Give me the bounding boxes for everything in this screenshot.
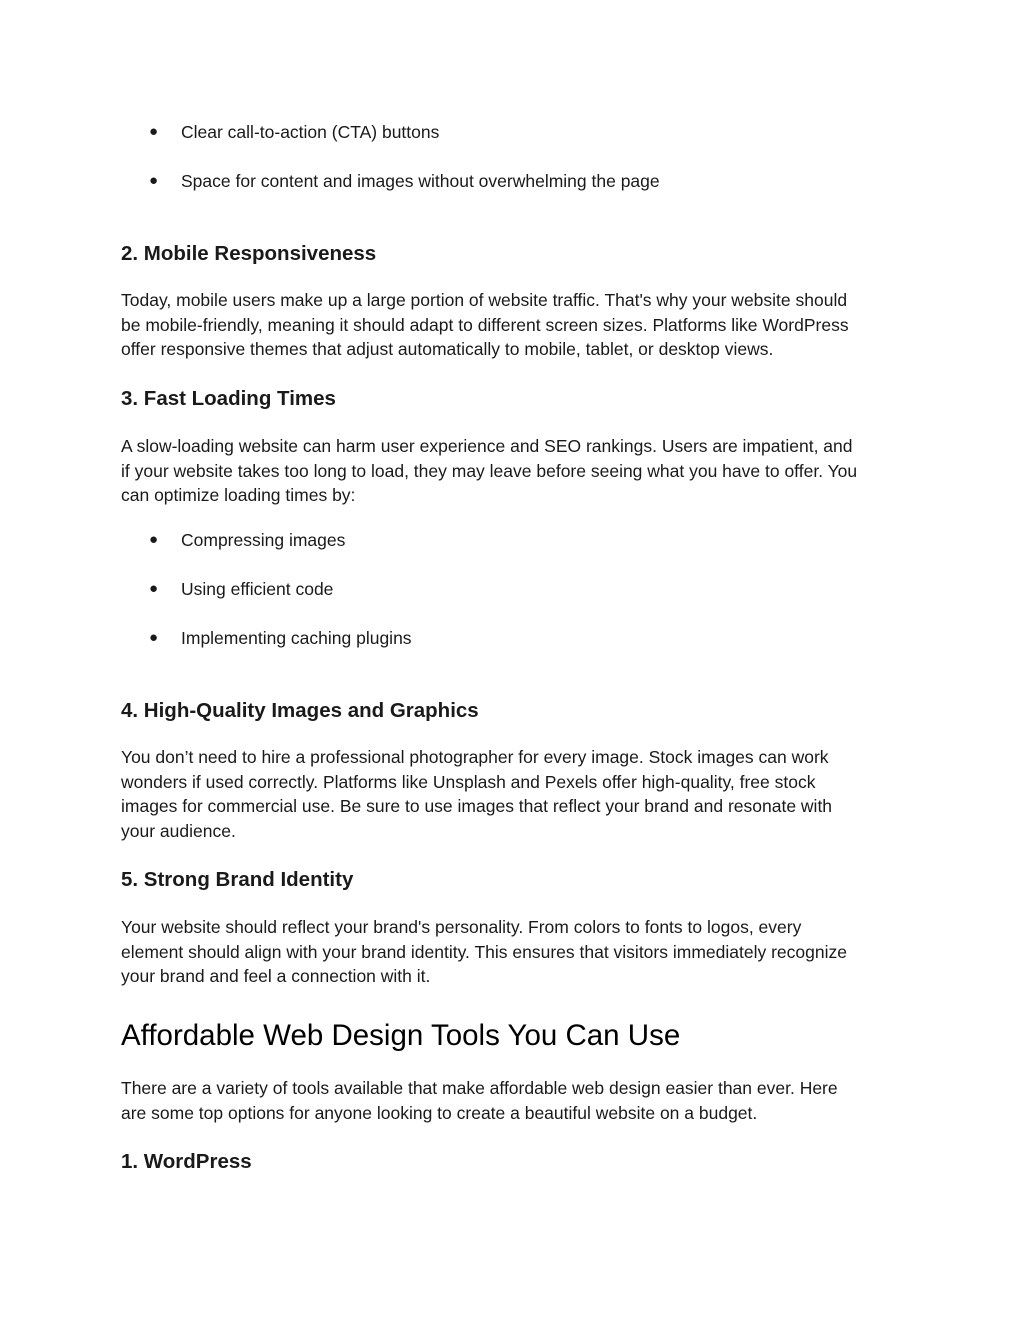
list-item-text: Compressing images <box>181 530 346 550</box>
list-item-text: Using efficient code <box>181 579 334 599</box>
paragraph-line: element should align with your brand identity. This ensures that visitors immediately recognize <box>121 941 847 962</box>
paragraph-line: if your website takes too long to load, they may leave before seeing what you have to offer. You <box>121 460 858 481</box>
list-item-text: Clear call-to-action (CTA) buttons <box>181 122 440 142</box>
bullet-icon: ● <box>149 629 159 646</box>
paragraph-line: offer responsive themes that adjust automatically to mobile, tablet, or desktop views. <box>121 339 774 359</box>
section-heading-wordpress: 1. WordPress <box>121 1150 252 1173</box>
paragraph-line: Your website should reflect your brand's personality. From colors to fonts to logos, every <box>121 917 802 937</box>
paragraph-tools-intro <box>121 1076 911 1125</box>
bullet-icon: ● <box>149 123 159 140</box>
bullet-icon: ● <box>149 172 159 189</box>
bullet-icon: ● <box>149 531 159 548</box>
list-item-text: Space for content and images without overwhelming the page <box>181 171 660 191</box>
bullet-icon: ● <box>149 580 159 597</box>
paragraph-line: your brand and feel a connection with it. <box>121 966 431 986</box>
paragraph-line: are some top options for anyone looking to create a beautiful website on a budget. <box>121 1102 758 1123</box>
paragraph-line: You don’t need to hire a professional photographer for every image. Stock images can work <box>121 747 829 767</box>
section-heading-brand-identity: 5. Strong Brand Identity <box>121 868 354 891</box>
paragraph-line: be mobile-friendly, meaning it should adapt to different screen sizes. Platforms like WordPress <box>121 314 849 335</box>
paragraph-line: your audience. <box>121 820 236 841</box>
section-heading-mobile-responsiveness: 2. Mobile Responsiveness <box>121 242 377 265</box>
paragraph-line: A slow-loading website can harm user experience and SEO rankings. Users are impatient, and <box>121 436 853 456</box>
section-heading-fast-loading: 3. Fast Loading Times <box>121 387 336 410</box>
paragraph-images-graphics <box>121 745 911 843</box>
paragraph-mobile-responsiveness <box>121 288 911 362</box>
paragraph-line: Today, mobile users make up a large portion of website traffic. That's why your website should <box>121 290 848 310</box>
list-item-text: Implementing caching plugins <box>181 628 412 648</box>
paragraph-brand-identity <box>121 915 911 989</box>
section-heading-images-graphics: 4. High-Quality Images and Graphics <box>121 699 479 722</box>
paragraph-line: wonders if used correctly. Platforms like Unsplash and Pexels offer high-quality, free stock <box>121 771 816 792</box>
main-heading-tools: Affordable Web Design Tools You Can Use <box>121 1019 681 1052</box>
paragraph-fast-loading <box>121 434 911 508</box>
paragraph-line: can optimize loading times by: <box>121 485 356 505</box>
paragraph-line: images for commercial use. Be sure to use images that reflect your brand and resonate with <box>121 796 833 816</box>
paragraph-line: There are a variety of tools available that make affordable web design easier than ever. Here <box>121 1078 838 1098</box>
